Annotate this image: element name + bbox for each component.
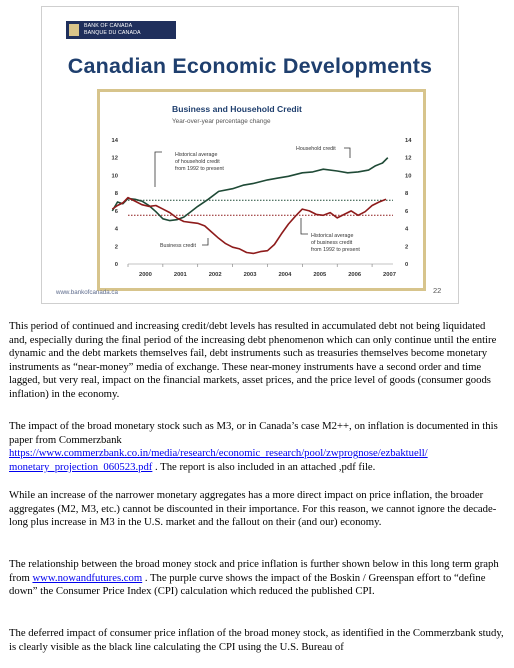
paragraph-1-text: This period of continued and increasing credit/debt levels has resulted in accumulated debt not being liquidated and, especially during the final period of the increasing debt phenomenon which can only continue until the entire dynamic and the debt markets themselves fail, debt instruments such as treasuries themselves become monetary instruments as “near-money” media of exchange. These near-money instruments have a second order and time lagged, but very real, impact on the financial markets, asset prices, and the price level of goods (consumer goods inflation) in the economy. — [9, 320, 497, 400]
paragraph-4-tail: . The purple curve shows the impact of the Boskin / Greenspan effort to “define down” the Consumer Price Index (CPI) calculation which reduced the published CPI. — [9, 571, 486, 598]
annot-business-avg-2: of business credit — [311, 240, 353, 246]
x-tick-2006: 2006 — [348, 272, 362, 278]
y-tick-right-10: 10 — [405, 173, 412, 180]
annot-business-avg-1: Historical average — [311, 233, 354, 239]
annot-business-pointer — [202, 238, 208, 245]
credit-line-chart — [100, 92, 423, 288]
paragraph-2-text: The impact of the broad monetary stock such as M3, or in Canada’s case M2++, on inflation is documented in this paper from Commerzbank — [9, 420, 498, 446]
annot-business-label: Business credit — [160, 243, 196, 249]
logo-line-2: BANQUE DU CANADA — [84, 29, 141, 36]
annot-household-avg-2: of household credit — [175, 159, 220, 165]
y-tick-right-14: 14 — [405, 138, 412, 144]
annot-household-avg-3: from 1992 to present — [175, 166, 224, 172]
chart-title: Business and Household Credit — [172, 104, 302, 114]
logo-text — [84, 23, 141, 36]
annot-household-avg-pointer — [155, 152, 162, 187]
paragraph-2 — [9, 420, 506, 474]
slide-header — [42, 7, 458, 47]
annot-business-avg-pointer — [301, 218, 308, 234]
y-tick-left-4: 4 — [114, 226, 118, 233]
chart-frame — [97, 89, 426, 291]
x-tick-2005: 2005 — [313, 272, 327, 278]
x-tick-2000: 2000 — [138, 272, 152, 278]
y-tick-right-4: 4 — [405, 226, 409, 233]
annot-business-avg-3: from 1992 to present — [311, 247, 360, 253]
chart-subtitle: Year-over-year percentage change — [172, 118, 271, 125]
slide-url: www.bankofcanada.ca — [56, 289, 118, 296]
paragraph-2-tail: . The report is also included in an attached ,pdf file. — [152, 460, 376, 473]
x-tick-2007: 2007 — [383, 272, 396, 278]
x-tick-2001: 2001 — [173, 272, 187, 278]
y-tick-right-12: 12 — [405, 155, 412, 162]
paragraph-5-text: The deferred impact of consumer price inflation of the broad money stock, as identified in the Commerzbank study, is clearly visible as the black line calculating the CPI using the U.S. Bureau of — [9, 627, 504, 653]
slide-title: Canadian Economic Developments — [67, 54, 433, 78]
nowandfutures-link[interactable]: www.nowandfutures.com — [32, 571, 143, 584]
annot-household-label: Household credit — [296, 146, 336, 152]
y-tick-left-6: 6 — [114, 208, 118, 215]
x-tick-2004: 2004 — [278, 272, 292, 278]
embedded-slide — [41, 6, 459, 304]
y-tick-right-0: 0 — [405, 262, 409, 268]
bank-of-canada-logo — [66, 21, 176, 39]
paragraph-4 — [9, 558, 506, 599]
y-tick-left-0: 0 — [114, 262, 118, 268]
y-tick-right-2: 2 — [405, 244, 409, 251]
annot-household-pointer — [344, 148, 350, 158]
paragraph-4-text: The relationship between the broad money stock and price inflation is further shown below in this long term graph from — [9, 558, 499, 584]
paragraph-5 — [9, 627, 506, 654]
commerzbank-link-line-1[interactable]: https://www.commerzbank.co.in/media/research/economic_research/pool/zwprognose/ezbaktuell/ — [9, 447, 428, 460]
y-tick-left-8: 8 — [114, 191, 118, 198]
y-tick-right-8: 8 — [405, 191, 409, 198]
y-tick-left-10: 10 — [111, 173, 118, 180]
commerzbank-link-line-2[interactable]: monetary_projection_060523.pdf — [9, 460, 153, 473]
annot-household-avg-1: Historical average — [175, 152, 218, 158]
y-tick-left-12: 12 — [111, 155, 118, 162]
x-tick-2003: 2003 — [243, 272, 257, 278]
x-tick-2002: 2002 — [208, 272, 222, 278]
paragraph-1 — [9, 320, 506, 402]
y-tick-left-2: 2 — [114, 244, 118, 251]
paragraph-3-text: While an increase of the narrower monetary aggregates has a more direct impact on price inflation, the broader aggregates (M2, M3, etc.) cannot be discounted in their importance. For this reason, we cannot ignore the decade-long plus increase in M3 in the U.S. market and the fallout on their (and our) economy. — [9, 489, 497, 529]
y-tick-left-14: 14 — [111, 138, 118, 144]
paragraph-3 — [9, 489, 506, 530]
logo-line-1: BANK OF CANADA — [84, 23, 133, 29]
logo-emblem-icon — [69, 24, 79, 36]
slide-page-number: 22 — [433, 286, 442, 295]
y-tick-right-6: 6 — [405, 208, 409, 215]
